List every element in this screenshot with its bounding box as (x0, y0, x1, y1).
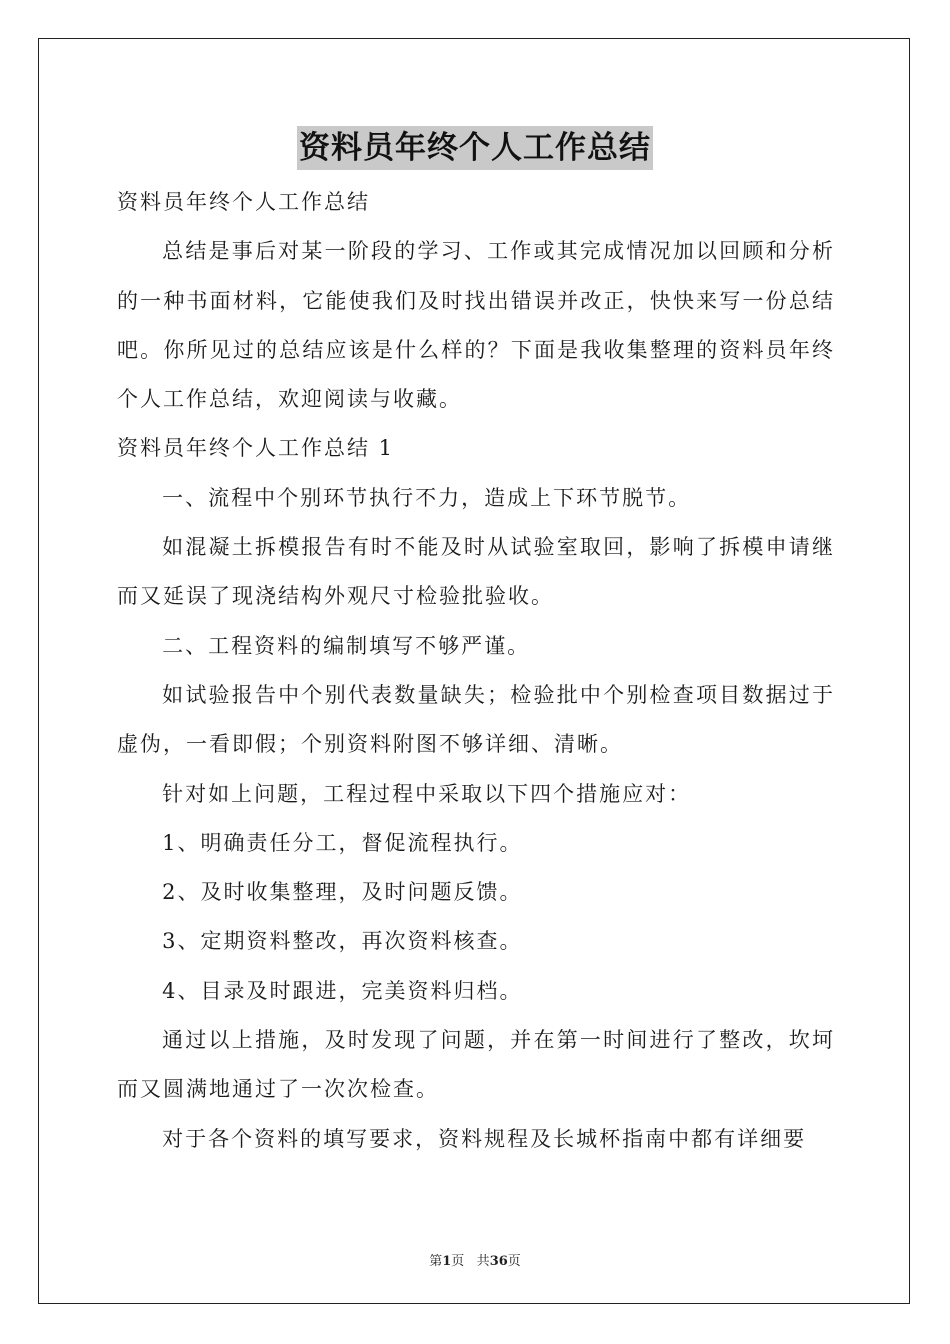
paragraph: 针对如上问题，工程过程中采取以下四个措施应对： (162, 781, 692, 806)
paragraph: 资料员年终个人工作总结 (117, 190, 370, 214)
document-title: 资料员年终个人工作总结 (297, 126, 653, 170)
document-body (117, 178, 835, 1164)
section-heading: 资料员年终个人工作总结 1 (117, 436, 395, 461)
list-item: 4、目录及时跟进，完美资料归档。 (162, 978, 523, 1003)
paragraph: 一、流程中个别环节执行不力，造成上下环节脱节。 (162, 485, 692, 510)
list-item: 3、定期资料整改，再次资料核查。 (162, 929, 523, 954)
total-pages: 36 (489, 1254, 508, 1269)
list-item: 1、明确责任分工，督促流程执行。 (162, 830, 523, 855)
page-footer (0, 1250, 950, 1269)
title-container (0, 126, 950, 170)
paragraph: 通过以上措施，及时发现了问题，并在第一时间进行了整改，坎坷而又圆满地通过了一次次检查。 (117, 1028, 835, 1102)
paragraph: 总结是事后对某一阶段的学习、工作或其完成情况加以回顾和分析的一种书面材料，它能使我们及时找出错误并改正，快快来写一份总结吧。你所见过的总结应该是什么样的？下面是我收集整理的资料员年终个人工作总结，欢迎阅读与收藏。 (117, 239, 835, 412)
paragraph: 二、工程资料的编制填写不够严谨。 (162, 633, 531, 658)
page-prefix: 第 (429, 1254, 443, 1269)
list-item: 2、及时收集整理，及时问题反馈。 (162, 880, 523, 905)
paragraph: 如试验报告中个别代表数量缺失；检验批中个别检查项目数据过于虚伪，一看即假；个别资料附图不够详细、清晰。 (117, 682, 835, 757)
total-prefix: 共 (476, 1254, 490, 1269)
page-suffix: 页 (451, 1254, 465, 1269)
page-number: 1 (442, 1254, 452, 1269)
total-suffix: 页 (507, 1254, 521, 1269)
paragraph: 对于各个资料的填写要求，资料规程及长城杯指南中都有详细要 (162, 1126, 807, 1151)
paragraph: 如混凝土拆模报告有时不能及时从试验室取回，影响了拆模申请继而又延误了现浇结构外观尺寸检验批验收。 (117, 535, 835, 609)
